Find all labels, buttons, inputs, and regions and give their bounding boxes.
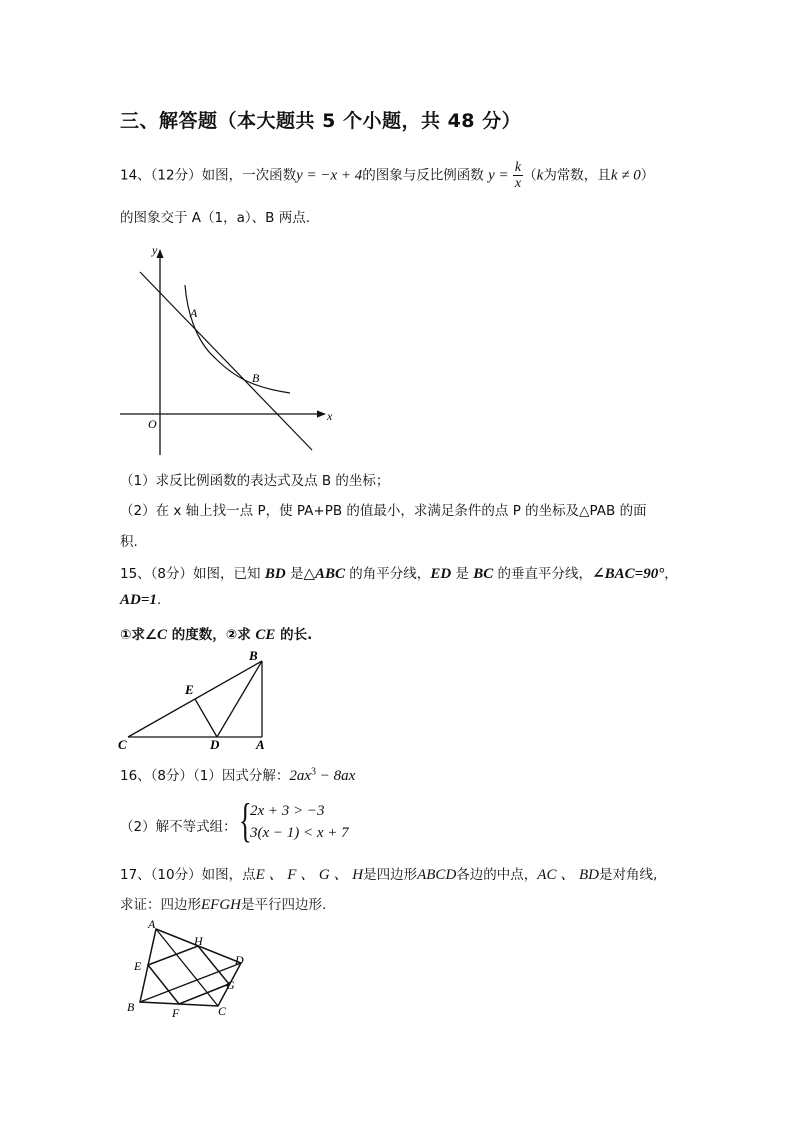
q17-line2: 求证：四边形EFGH是平行四边形. [120, 897, 327, 913]
system-brace: { [239, 794, 252, 847]
q14-part1: （1）求反比例函数的表达式及点 B 的坐标； [120, 473, 390, 489]
origin-label: O [148, 417, 157, 431]
q14-part2: （2）在 x 轴上找一点 P，使 PA+PB 的值最小，求满足条件的点 P 的坐标及△PAB 的面 [120, 503, 647, 519]
q14-graph [115, 240, 340, 460]
q15-questions: ①求∠C 的度数，②求 CE 的长. [120, 627, 313, 643]
q15-figure [115, 645, 280, 755]
q16-part1: 16、（8分）（1）因式分解：$2ax^3 - 8ax$ [120, 766, 356, 784]
q16-part2-label: （2）解不等式组： [120, 819, 237, 835]
x-axis-label: x [327, 409, 333, 423]
label-e: E [185, 682, 194, 697]
q14-part2-cont: 积. [120, 534, 138, 550]
inequality-1: 2x + 3 > −3 [250, 803, 325, 819]
inverse-fraction: $\frac{k}{x}$ [514, 160, 522, 191]
quad-abcd [140, 929, 241, 1006]
label-c: C [118, 737, 127, 752]
label-d: D [210, 737, 220, 752]
label-g: G [226, 978, 235, 992]
q15-line1: 15、（8分）如图，已知 BD 是△ABC 的角平分线，ED 是 BC 的垂直平分线，∠BAC=90°， [120, 566, 678, 582]
label-e: E [134, 959, 142, 973]
point-b-label: B [252, 371, 260, 385]
label-a: A [148, 917, 156, 931]
label-b: B [249, 648, 258, 663]
q14-line2: 的图象交于 A（1，a）、B 两点. [120, 210, 310, 226]
q15-line2: AD=1. [120, 592, 162, 608]
q17-line1: 17、（10分）如图，点E 、 F 、 G 、 H是四边形ABCD各边的中点，AC 、 BD是对角线, [120, 867, 658, 883]
label-f: F [172, 1006, 180, 1020]
label-d: D [235, 953, 244, 967]
inequality-2: 3(x − 1) < x + 7 [250, 825, 349, 841]
quad-efgh [148, 946, 229, 1004]
section-title: 三、解答题（本大题共 5 个小题，共 48 分） [120, 110, 522, 132]
segment-bd [217, 661, 262, 737]
label-a: A [256, 737, 265, 752]
label-h: H [194, 934, 203, 948]
y-axis-label: y [152, 243, 158, 257]
inequality-system [250, 800, 349, 844]
linear-line [140, 272, 312, 450]
point-a-label: A [190, 306, 198, 320]
q17-figure [118, 915, 258, 1025]
segment-ed [195, 699, 217, 737]
diagonal-ac [156, 929, 218, 1006]
label-b: B [127, 1000, 135, 1014]
label-c: C [218, 1004, 227, 1018]
q14-line1: 14、（12分）如图，一次函数y = −x + 4的图象与反比例函数 y = $\frac{k}{x}$ （k为常数，且k ≠ 0） [120, 160, 655, 191]
hyperbola-curve [185, 285, 290, 393]
